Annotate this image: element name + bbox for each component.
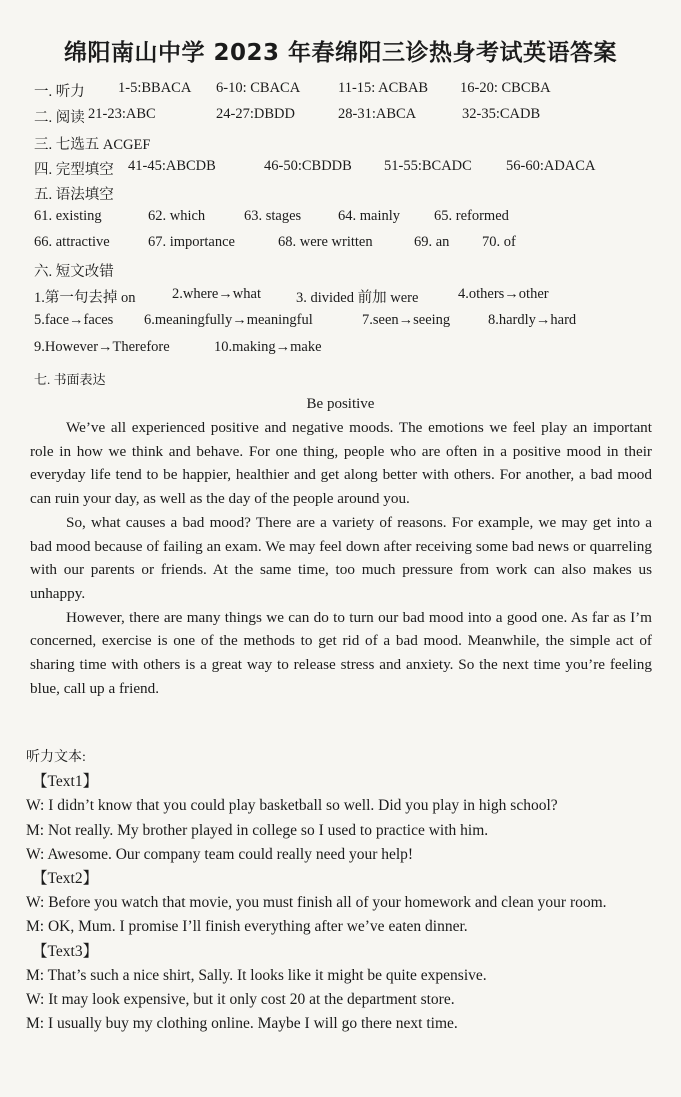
answer-group: 1-5:BBACA	[118, 80, 192, 96]
grammar-item: 68. were written	[278, 234, 373, 250]
dialogue-line: M: I usually buy my clothing online. Maybe I will go there next time.	[26, 1015, 458, 1033]
answer-group: 46-50:CBDDB	[264, 158, 352, 174]
grammar-item: 64. mainly	[338, 208, 401, 224]
answer-group: 21-23:ABC	[88, 106, 156, 122]
transcript-label: 听力文本:	[26, 750, 86, 765]
grammar-item: 67. importance	[148, 234, 235, 250]
grammar-item: 62. which	[148, 208, 206, 224]
dialogue-line: M: Not really. My brother played in college so I used to practice with him.	[26, 821, 489, 839]
grammar-item: 69. an	[414, 234, 450, 250]
answer-group: 11-15: ACBAB	[338, 80, 429, 96]
dialogue-line: M: That’s such a nice shirt, Sally. It looks like it might be quite expensive.	[26, 966, 487, 984]
cloze-label: 四. 完型填空	[34, 162, 114, 178]
seven-five-answer	[34, 133, 150, 154]
answer-group: 32-35:CADB	[462, 106, 541, 122]
reading-answers	[34, 106, 541, 127]
dialogue-line: M: OK, Mum. I promise I’ll finish everything after we’ve eaten dinner.	[26, 918, 468, 936]
listening-label: 一. 听力	[34, 84, 85, 100]
correction-label: 六. 短文改错	[34, 264, 114, 280]
correction-item: 1.第一句去掉 on	[34, 290, 136, 306]
text-tag: 【Text3】	[32, 942, 99, 960]
answer-group: 56-60:ADACA	[506, 158, 596, 174]
answer-group: 41-45:ABCDB	[128, 158, 216, 174]
correction-item: 9.However→Therefore	[34, 339, 170, 355]
grammar-item: 61. existing	[34, 208, 102, 224]
listening-answers	[34, 80, 551, 101]
correction-item: 7.seen→seeing	[362, 312, 451, 328]
essay-paragraph: So, what causes a bad mood? There are a variety of reasons. For example, we may get into a bad mood because of failing an exam. We may feel down after receiving some bad news or quarreling with our parents or friends. At the same time, too much pressure from work can also makes us unhappy.	[30, 513, 652, 602]
text-tag: 【Text1】	[32, 773, 99, 791]
correction-item: 10.making→make	[214, 339, 322, 355]
reading-label: 二. 阅读	[34, 110, 85, 126]
listening-transcript	[26, 746, 666, 1036]
correction-item: 3. divided 前加 were	[296, 290, 419, 306]
cloze-answers	[34, 158, 596, 179]
grammar-item: 65. reformed	[434, 208, 509, 224]
correction-item: 8.hardly→hard	[488, 312, 577, 328]
dialogue-line: W: Awesome. Our company team could really need your help!	[26, 845, 414, 863]
correction-item: 6.meaningfully→meaningful	[144, 312, 313, 328]
correction-item: 2.where→what	[172, 286, 261, 302]
correction-item: 4.others→other	[458, 286, 549, 302]
seven-five-label: 三. 七选五	[34, 137, 100, 153]
grammar-item: 66. attractive	[34, 234, 110, 250]
dialogue-line: W: It may look expensive, but it only cost 20 at the department store.	[26, 991, 455, 1009]
essay-paragraph: We’ve all experienced positive and negative moods. The emotions we feel play an important role in how we think and behave. For one thing, people who are often in a positive mood in their everyday life tend to be happier, healthier and get along better with others. For another, a bad mood can ruin your day, as well as the day of the people around you.	[30, 419, 652, 508]
text-tag: 【Text2】	[32, 870, 99, 888]
writing-label: 七. 书面表达	[34, 372, 106, 387]
grammar-item: 63. stages	[244, 208, 302, 224]
answer-group: 6-10: CBACA	[216, 80, 301, 96]
answer-group: 24-27:DBDD	[216, 106, 295, 122]
answer-group: 28-31:ABCA	[338, 106, 417, 122]
grammar-label: 五. 语法填空	[34, 187, 114, 203]
essay-paragraph: However, there are many things we can do to turn our bad mood into a good one. As far as I’m concerned, exercise is one of the methods to get rid of a bad mood. Meanwhile, the simple act of sharing time with others is a great way to release stress and anxiety. So the next time you’re feeling blue, call up a friend.	[30, 608, 652, 697]
answer-group: 16-20: CBCBA	[460, 80, 551, 96]
correction-item: 5.face→faces	[34, 312, 114, 328]
grammar-item: 70. of	[482, 234, 516, 250]
dialogue-line: W: I didn’t know that you could play basketball so well. Did you play in high school?	[26, 797, 558, 815]
page-title: 绵阳南山中学 2023 年春绵阳三诊热身考试英语答案	[63, 40, 618, 66]
seven-five-value: ACGEF	[102, 137, 151, 153]
essay-body	[30, 416, 652, 700]
essay-title: Be positive	[306, 396, 375, 412]
dialogue-line: W: Before you watch that movie, you must finish all of your homework and clean your room.	[26, 894, 607, 912]
answer-group: 51-55:BCADC	[384, 158, 472, 174]
